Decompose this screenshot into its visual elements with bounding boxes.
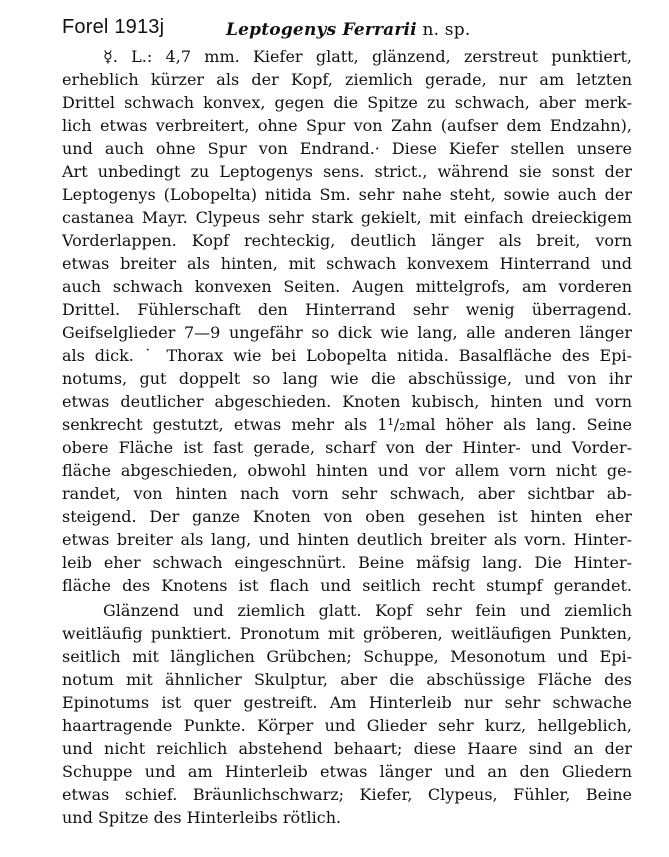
text-line: fläche abgeschieden, obwohl hinten und vor allem vorn nicht ge-	[62, 461, 632, 480]
text-line: etwas schief. Bräunlichschwarz; Kiefer, Clypeus, Fühler, Beine	[62, 785, 632, 804]
text-line: notums, gut doppelt so lang wie die abschüssige, und von ihr	[62, 369, 632, 388]
text-line: notum mit ähnlicher Skulptur, aber die abschüssige Fläche des	[62, 670, 632, 689]
text-line: fläche des Knotens ist flach und seitlich recht stumpf gerandet.	[62, 576, 632, 595]
text-line: etwas deutlicher abgeschieden. Knoten kubisch, hinten und vorn	[62, 392, 632, 411]
text-line: auch schwach konvexen Seiten. Augen mittelgrofs, am vorderen	[62, 277, 632, 296]
citation-label: Forel 1913j	[62, 16, 165, 38]
text-line: lich etwas verbreitert, ohne Spur von Zahn (aufser dem Endzahn),	[62, 116, 632, 135]
text-line: Drittel schwach konvex, gegen die Spitze zu schwach, aber merk-	[62, 93, 632, 112]
text-line: obere Fläche ist fast gerade, scharf von der Hinter- und Vorder-	[62, 438, 632, 457]
text-line: steigend. Der ganze Knoten von oben gesehen ist hinten eher	[62, 507, 632, 526]
species-title	[226, 20, 470, 40]
text-line: seitlich mit länglichen Grübchen; Schuppe, Mesonotum und Epi-	[62, 647, 632, 666]
text-line: Glänzend und ziemlich glatt. Kopf sehr fein und ziemlich	[103, 601, 632, 620]
text-line: erheblich kürzer als der Kopf, ziemlich gerade, nur am letzten	[62, 70, 632, 89]
text-line: etwas breiter als lang, und hinten deutlich breiter als vorn. Hinter-	[62, 530, 632, 549]
text-line: Vorderlappen. Kopf rechteckig, deutlich länger als breit, vorn	[62, 231, 632, 250]
species-name: Leptogenys Ferrarii	[226, 20, 417, 40]
text-line: und Spitze des Hinterleibs rötlich.	[62, 808, 342, 827]
text-line: Schuppe und am Hinterleib etwas länger und an den Gliedern	[62, 762, 632, 781]
text-line: castanea Mayr. Clypeus sehr stark gekielt, mit einfach dreieckigem	[62, 208, 632, 227]
text-line: und nicht reichlich abstehend behaart; diese Haare sind an der	[62, 739, 632, 758]
species-note: n. sp.	[422, 20, 471, 40]
text-line: und auch ohne Spur von Endrand.· Diese Kiefer stellen unsere	[62, 139, 632, 158]
text-line: senkrecht gestutzt, etwas mehr als 1¹/₂mal höher als lang. Seine	[62, 415, 632, 434]
text-line: weitläufig punktiert. Pronotum mit gröberen, weitläufigen Punkten,	[62, 624, 632, 643]
text-line: Art unbedingt zu Leptogenys sens. strict., während sie sonst der	[62, 162, 632, 181]
text-line: Drittel. Fühlerschaft den Hinterrand sehr wenig überragend.	[62, 300, 632, 319]
text-line: leib eher schwach eingeschnürt. Beine mäfsig lang. Die Hinter-	[62, 553, 632, 572]
text-line: ☿. L.: 4,7 mm. Kiefer glatt, glänzend, zerstreut punktiert,	[103, 47, 632, 66]
text-line: haartragende Punkte. Körper und Glieder sehr kurz, hellgeblich,	[62, 716, 632, 735]
text-line: etwas breiter als hinten, mit schwach konvexem Hinterrand und	[62, 254, 632, 273]
text-line: Epinotums ist quer gestreift. Am Hinterleib nur sehr schwache	[62, 693, 632, 712]
text-line: randet, von hinten nach vorn sehr schwach, aber sichtbar ab-	[62, 484, 632, 503]
text-line: als dick. ˙ Thorax wie bei Lobopelta nitida. Basalfläche des Epi-	[62, 346, 632, 365]
text-line: Geifselglieder 7—9 ungefähr so dick wie lang, alle anderen länger	[62, 323, 632, 342]
text-line: Leptogenys (Lobopelta) nitida Sm. sehr nahe steht, sowie auch der	[62, 185, 632, 204]
